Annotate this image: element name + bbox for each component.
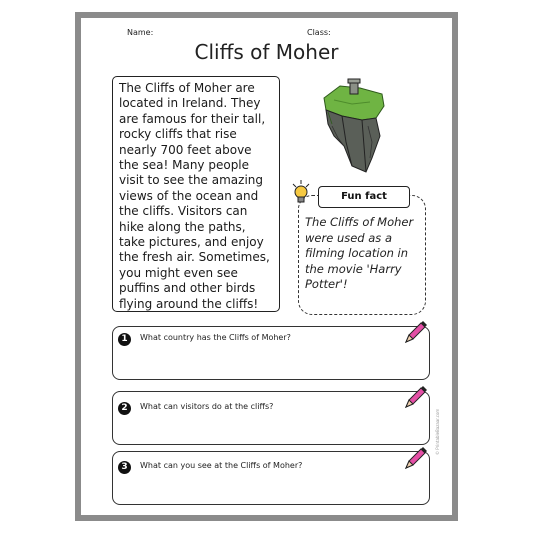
reading-passage: The Cliffs of Moher are located in Ireland. They are famous for their tall, rocky cliffs that rise nearly 700 feet above the sea! Many people visit to see the amazing views of the ocean and the cliffs. Visitors can hike along the paths, take pictures, and enjoy the fresh air. Sometimes, you might even see puffins and other birds flying around the cliffs!	[112, 76, 280, 312]
pencil-icon	[404, 385, 428, 409]
question-2-text: What can visitors do at the cliffs?	[140, 402, 274, 411]
fun-fact-heading: Fun fact	[318, 186, 410, 208]
name-label: Name:	[127, 28, 154, 37]
answer-box-3[interactable]	[112, 451, 430, 505]
lightbulb-icon	[290, 180, 312, 206]
question-number-1: 1	[118, 333, 131, 346]
question-1-text: What country has the Cliffs of Moher?	[140, 333, 291, 342]
question-3-text: What can you see at the Cliffs of Moher?	[140, 461, 303, 470]
pencil-icon	[404, 446, 428, 470]
fun-fact-text: The Cliffs of Moher were used as a filming location in the movie 'Harry Potter'!	[305, 215, 414, 292]
site-credit: © PrintableBazaar.com	[435, 408, 440, 455]
question-number-3: 3	[118, 461, 131, 474]
page-title: Cliffs of Moher	[194, 40, 339, 64]
answer-box-2[interactable]	[112, 391, 430, 445]
pencil-icon	[404, 320, 428, 344]
cliff-illustration	[322, 76, 386, 174]
class-label: Class:	[307, 28, 331, 37]
question-number-2: 2	[118, 402, 131, 415]
